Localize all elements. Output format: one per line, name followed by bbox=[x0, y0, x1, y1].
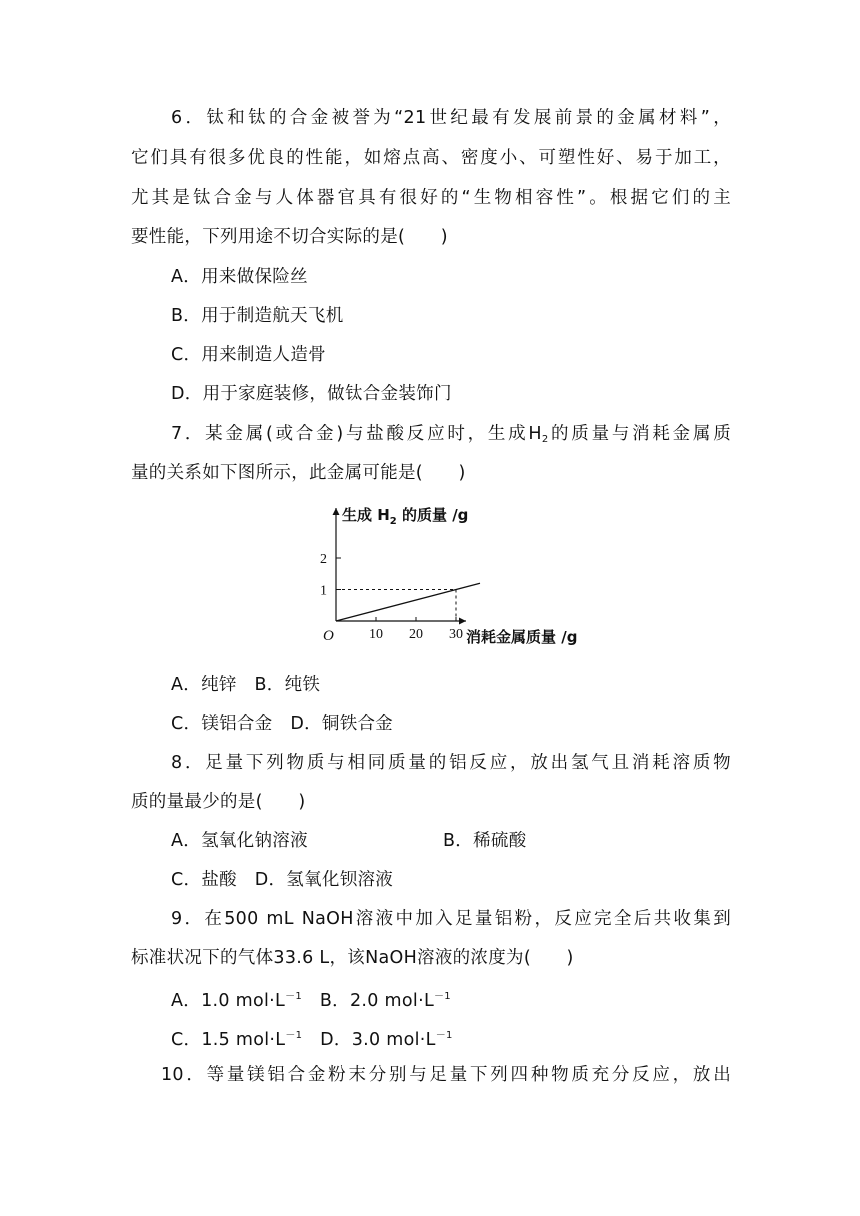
q9-line-1: 9．在500 mL NaOH溶液中加入足量铝粉，反应完全后共收集到 bbox=[171, 909, 731, 929]
q6-line-2: 它们具有很多优良的性能，如熔点高、密度小、可塑性好、易于加工， bbox=[131, 148, 731, 168]
x-tick-label: 20 bbox=[409, 627, 423, 642]
chart-marks bbox=[320, 552, 480, 642]
series-line bbox=[336, 583, 480, 621]
q6-option-d: D．用于家庭装修，做钛合金装饰门 bbox=[171, 384, 452, 404]
origin-label: O bbox=[323, 628, 334, 644]
q8-options-row-2: C．盐酸 D．氢氧化钡溶液 bbox=[171, 870, 394, 890]
q10-line-1: 10．等量镁铝合金粉末分别与足量下列四种物质充分反应，放出 bbox=[161, 1065, 731, 1085]
q8-option-a: A．氢氧化钠溶液 bbox=[171, 831, 308, 851]
q7-options-row-2: C．镁铝合金 D．铜铁合金 bbox=[171, 714, 394, 734]
q9-options-row-2 bbox=[171, 1024, 453, 1052]
q7-options-row-1: A．纯锌 B．纯铁 bbox=[171, 675, 321, 695]
x-tick-label: 10 bbox=[369, 627, 383, 642]
x-tick-label: 30 bbox=[449, 627, 463, 642]
y-tick-label: 1 bbox=[320, 583, 327, 599]
q7-line-1-pre: 7．某金属(或合金)与盐酸反应时，生成H bbox=[171, 424, 542, 444]
y-axis-label-pre: 生成 H bbox=[342, 506, 390, 524]
q9-option-a-exponent: －1 bbox=[285, 991, 303, 1002]
y-axis-label-sub: 2 bbox=[389, 516, 397, 527]
q6-option-a: A．用来做保险丝 bbox=[171, 267, 308, 287]
q7-line-2: 量的关系如下图所示，此金属可能是( ) bbox=[131, 463, 466, 483]
y-axis-label-post: 的质量 /g bbox=[396, 506, 469, 524]
x-axis-label: 消耗金属质量 /g bbox=[466, 628, 578, 646]
q6-option-c: C．用来制造人造骨 bbox=[171, 345, 326, 365]
q7-line-1 bbox=[171, 422, 731, 452]
y-axis-label bbox=[342, 506, 468, 527]
q9-options-row-1 bbox=[171, 985, 451, 1013]
q9-line-2: 标准状况下的气体33.6 L，该NaOH溶液的浓度为( ) bbox=[131, 948, 574, 968]
q6-line-3: 尤其是钛合金与人体器官具有很好的“生物相容性”。根据它们的主 bbox=[131, 188, 731, 208]
q9-option-d: D．3.0 mol·L bbox=[302, 1030, 436, 1050]
q8-line-1: 8．足量下列物质与相同质量的铝反应，放出氢气且消耗溶质物 bbox=[171, 753, 731, 773]
q9-option-b: B．2.0 mol·L bbox=[302, 991, 434, 1011]
q8-line-2: 质的量最少的是( ) bbox=[131, 792, 306, 812]
q9-option-d-exponent: －1 bbox=[435, 1030, 453, 1041]
h2-mass-chart bbox=[318, 500, 598, 652]
q9-option-c-exponent: －1 bbox=[285, 1030, 303, 1041]
q6-option-b: B．用于制造航天飞机 bbox=[171, 306, 344, 326]
q9-option-a: A．1.0 mol·L bbox=[171, 991, 286, 1011]
y-tick-label: 2 bbox=[320, 552, 327, 567]
q8-option-b: B．稀硫酸 bbox=[443, 831, 527, 851]
q9-option-b-exponent: －1 bbox=[434, 991, 451, 1002]
q7-h2-subscript: 2 bbox=[541, 434, 549, 445]
q6-line-4: 要性能，下列用途不切合实际的是( ) bbox=[131, 227, 448, 247]
q9-option-c: C．1.5 mol·L bbox=[171, 1030, 286, 1050]
q6-line-1: 6．钛和钛的合金被誉为“21世纪最有发展前景的金属材料”， bbox=[171, 108, 731, 128]
q7-line-1-post: 的质量与消耗金属质 bbox=[548, 424, 731, 444]
